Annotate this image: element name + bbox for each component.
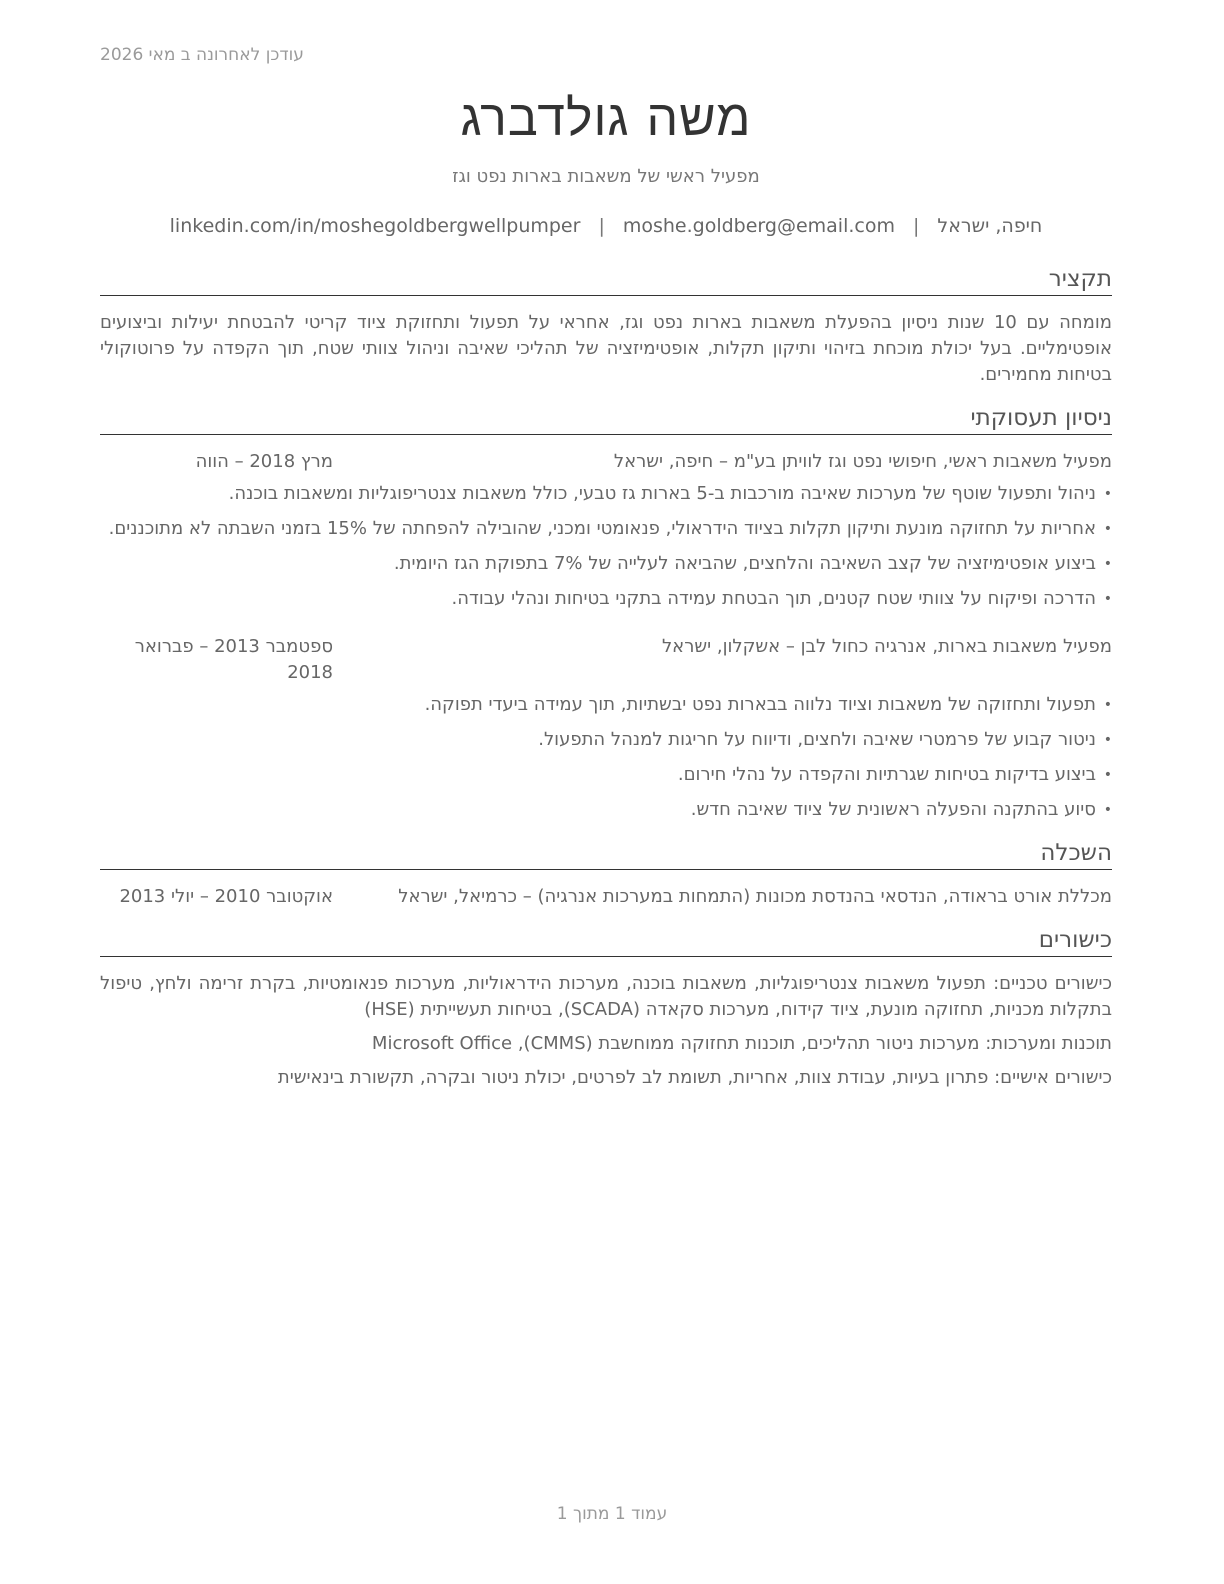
skills-personal: כישורים אישיים: פתרון בעיות, עבודת צוות, אחריות, תשומת לב לפרטים, יכולת ניטור ובקרה, תקשורת בינאישית bbox=[277, 1067, 1112, 1088]
job-bullets bbox=[100, 481, 1112, 612]
contact-linkedin[interactable]: linkedin.com/in/moshegoldbergwellpumper bbox=[169, 215, 581, 237]
list-item: • סיוע בהתקנה והפעלה ראשונית של ציוד שאיבה חדש. bbox=[100, 797, 1112, 823]
contact-line bbox=[100, 215, 1112, 237]
resume-page bbox=[100, 0, 1112, 1091]
section-title-education: השכלה bbox=[100, 837, 1112, 870]
job-bullets bbox=[100, 692, 1112, 823]
job-dates: ספטמבר 2013 – פברואר 2018 bbox=[134, 636, 333, 683]
contact-separator: | bbox=[598, 215, 605, 237]
list-item: • ניהול ותפעול שוטף של מערכות שאיבה מורכבות ב-5 בארות גז טבעי, כולל משאבות צנטריפוגליות ומשאבות בוכנה. bbox=[100, 481, 1112, 507]
skills-software: תוכנות ומערכות: מערכות ניטור תהליכים, תוכנות תחזוקה ממוחשבת (CMMS), Microsoft Office bbox=[371, 1033, 1112, 1054]
education-dates: אוקטובר 2010 – יולי 2013 bbox=[119, 886, 333, 907]
skills-list bbox=[100, 971, 1112, 1091]
last-updated: עודכן לאחרונה ב מאי 2026 bbox=[100, 45, 304, 65]
education-entry bbox=[100, 884, 1112, 910]
list-item: • הדרכה ופיקוח על צוותי שטח קטנים, תוך הבטחת עמידה בתקני בטיחות ונהלי עבודה. bbox=[100, 586, 1112, 612]
section-title-summary: תקציר bbox=[100, 263, 1112, 296]
job-role: מפעיל משאבות בארות, אנרגיה כחול לבן – אשקלון, ישראל bbox=[661, 636, 1112, 657]
job-title: מפעיל ראשי של משאבות בארות נפט וגז bbox=[452, 166, 760, 187]
list-item: • ביצוע בדיקות בטיחות שגרתיות והקפדה על נהלי חירום. bbox=[100, 762, 1112, 788]
section-title-experience: ניסיון תעסוקתי bbox=[100, 402, 1112, 435]
summary-text: מומחה עם 10 שנות ניסיון בהפעלת משאבות בארות נפט וגז, אחראי על תפעול ותחזוקת ציוד קריטי להבטחת יעילות וביצועים אופטימליים. בעל יכולת מוכחת בזיהוי ותיקון תקלות, אופטימיזציה של תהליכי שאיבה וניהול צוותי שטח, תוך הקפדה על פרוטוקולי בטיחות מחמירים. bbox=[100, 312, 1112, 385]
job-entry bbox=[100, 634, 1112, 823]
contact-email[interactable]: moshe.goldberg@email.com bbox=[622, 215, 895, 237]
contact-separator: | bbox=[912, 215, 920, 237]
job-header bbox=[100, 449, 1112, 475]
job-entry bbox=[100, 449, 1112, 612]
education-text: מכללת אורט בראודה, הנדסאי בהנדסת מכונות (התמחות במערכות אנרגיה) – כרמיאל, ישראל bbox=[398, 886, 1112, 907]
contact-location: חיפה, ישראל bbox=[937, 215, 1043, 237]
list-item: • ניטור קבוע של פרמטרי שאיבה ולחצים, ודיווח על חריגות למנהל התפעול. bbox=[100, 727, 1112, 753]
page-number: עמוד 1 מתוך 1 bbox=[556, 1504, 668, 1524]
skills-technical: כישורים טכניים: תפעול משאבות צנטריפוגליות, משאבות בוכנה, מערכות הידראוליות, מערכות פנאומטיות, בקרת זרימה ולחץ, טיפול בתקלות מכניות, תחזוקה מונעת, ציוד קידוח, מערכות סקאדה (SCADA), בטיחות תעשייתית (HSE) bbox=[100, 973, 1112, 1020]
job-header bbox=[100, 634, 1112, 686]
list-item: • תפעול ותחזוקה של משאבות וציוד נלווה בבארות נפט יבשתיות, תוך עמידה ביעדי תפוקה. bbox=[100, 692, 1112, 718]
list-item: • אחריות על תחזוקה מונעת ותיקון תקלות בציוד הידראולי, פנאומטי ומכני, שהובילה להפחתה של 15% בזמני השבתה לא מתוכננים. bbox=[100, 516, 1112, 542]
section-title-skills: כישורים bbox=[100, 924, 1112, 957]
list-item: • ביצוע אופטימיזציה של קצב השאיבה והלחצים, שהביאה לעלייה של 7% בתפוקת הגז היומית. bbox=[100, 551, 1112, 577]
job-role: מפעיל משאבות ראשי, חיפושי נפט וגז לוויתן בע"מ – חיפה, ישראל bbox=[613, 451, 1112, 472]
candidate-name: משה גולדברג bbox=[460, 89, 752, 147]
job-dates: מרץ 2018 – הווה bbox=[195, 451, 333, 472]
